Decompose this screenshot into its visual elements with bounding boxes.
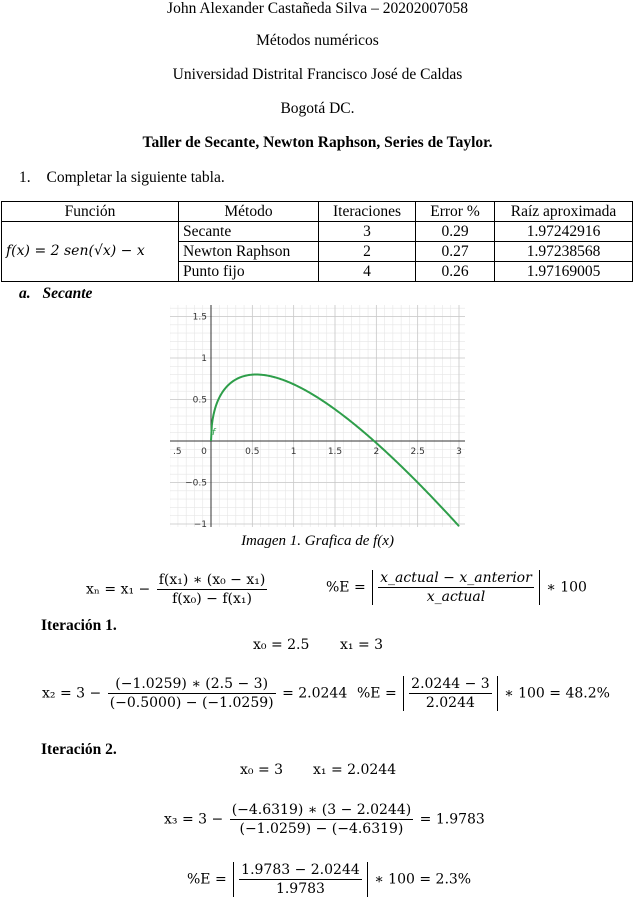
table-header-cell: Error %	[416, 202, 495, 222]
table-header-cell: Iteraciones	[319, 202, 416, 222]
step-denominator: (−1.0259) − (−4.6319)	[239, 821, 404, 837]
iteration-2-step	[164, 802, 485, 837]
error-denominator: x_actual	[426, 589, 486, 605]
iterations-cell: 4	[319, 262, 416, 282]
x-tick-label: 0.5	[245, 447, 260, 457]
error-cell: 0.26	[416, 262, 495, 282]
results-table	[1, 201, 633, 282]
iteration-2-x1: x₁ = 2.0244	[313, 762, 397, 778]
method-cell: Punto fijo	[179, 262, 319, 282]
method-cell: Newton Raphson	[179, 242, 319, 262]
err-fraction	[409, 676, 492, 711]
university-line: Universidad Distrital Francisco José de Caldas	[172, 66, 463, 83]
err-result: ∗ 100 = 2.3%	[374, 871, 472, 888]
section-heading	[19, 285, 92, 303]
err-fraction	[239, 862, 362, 897]
iteration-1-x0: x₀ = 2.5	[253, 637, 310, 653]
x-tick-label: 1.5	[327, 447, 343, 457]
step-denominator: (−0.5000) − (−1.0259)	[109, 695, 274, 711]
x-tick-label: 3	[456, 447, 462, 457]
step-result: = 1.9783	[419, 811, 485, 828]
table-header-cell: Método	[179, 202, 319, 222]
iteration-2-x0: x₀ = 3	[240, 762, 284, 778]
task-number: 1.	[19, 169, 31, 186]
y-tick-label: −1	[193, 520, 207, 527]
err-result: ∗ 100 = 48.2%	[504, 685, 610, 702]
secant-denominator: f(x₀) − f(x₁)	[172, 591, 252, 607]
step-lhs: x₃ = 3 −	[164, 811, 224, 828]
err-lhs: %E =	[187, 871, 227, 888]
iteration-2-error	[187, 862, 471, 897]
err-denominator: 1.9783	[275, 881, 325, 897]
secant-lhs: xₙ = x₁ −	[86, 581, 151, 598]
root-cell: 1.97238568	[495, 242, 633, 262]
step-fraction	[230, 802, 414, 837]
secant-numerator: f(x₁) ∗ (x₀ − x₁)	[158, 572, 266, 588]
step-numerator: (−4.6319) ∗ (3 − 2.0244)	[231, 802, 412, 818]
secant-formula	[86, 572, 269, 607]
task-text: Completar la siguiente tabla.	[46, 169, 225, 186]
error-numerator: x_actual − x_anterior	[380, 570, 532, 586]
iterations-cell: 3	[319, 222, 416, 242]
table-row	[2, 222, 633, 242]
error-tail: ∗ 100	[546, 579, 587, 596]
iterations-cell: 2	[319, 242, 416, 262]
course-line: Métodos numéricos	[256, 32, 379, 49]
section-label: a.	[19, 285, 31, 302]
y-tick-label: 1.5	[192, 312, 207, 323]
document-title: Taller de Secante, Newton Raphson, Series de Taylor.	[142, 134, 493, 151]
city-line: Bogotá DC.	[280, 100, 355, 117]
x-tick-label: 0	[201, 447, 207, 457]
author-line: John Alexander Castañeda Silva – 20202007058	[167, 0, 468, 17]
step-fraction	[108, 676, 276, 711]
err-denominator: 2.0244	[425, 695, 475, 711]
curve-label: f	[212, 428, 216, 438]
error-formula	[326, 570, 587, 605]
y-tick-label: −0.5	[185, 478, 207, 489]
y-tick-label: 0.5	[192, 395, 207, 406]
err-lhs: %E =	[357, 685, 397, 702]
function-graph	[170, 305, 465, 527]
x-tick-label: 2	[373, 447, 380, 457]
x-tick-label: 1	[290, 447, 297, 457]
root-cell: 1.97169005	[495, 262, 633, 282]
iteration-2-title: Iteración 2.	[41, 741, 117, 758]
iteration-1-title: Iteración 1.	[41, 617, 117, 634]
figure-caption: Imagen 1. Grafica de f(x)	[241, 533, 394, 549]
iteration-1-step	[42, 676, 347, 711]
step-lhs: x₂ = 3 −	[42, 685, 102, 702]
err-numerator: 2.0244 − 3	[411, 676, 490, 692]
function-cell: f(x) = 2 sen(√x) − x	[2, 222, 179, 282]
step-numerator: (−1.0259) ∗ (2.5 − 3)	[108, 676, 276, 694]
error-lhs: %E =	[326, 579, 366, 596]
iteration-1-error	[357, 676, 610, 711]
table-header-cell: Raíz aproximada	[495, 202, 633, 222]
y-tick-label: 1	[201, 354, 207, 364]
section-title: Secante	[42, 285, 93, 302]
x-tick-label: 2.5	[410, 447, 425, 457]
error-cell: 0.29	[416, 222, 495, 242]
table-header-row	[2, 202, 633, 222]
secant-fraction	[157, 572, 268, 607]
table-header-cell: Función	[2, 202, 179, 222]
err-numerator: 1.9783 − 2.0244	[241, 862, 360, 878]
x-tick-label: .5	[173, 447, 182, 457]
method-cell: Secante	[179, 222, 319, 242]
error-cell: 0.27	[416, 242, 495, 262]
step-result: = 2.0244	[282, 685, 348, 702]
error-fraction	[378, 570, 534, 605]
task-item	[19, 169, 225, 187]
root-cell: 1.97242916	[495, 222, 633, 242]
iteration-1-x1: x₁ = 3	[340, 637, 384, 653]
